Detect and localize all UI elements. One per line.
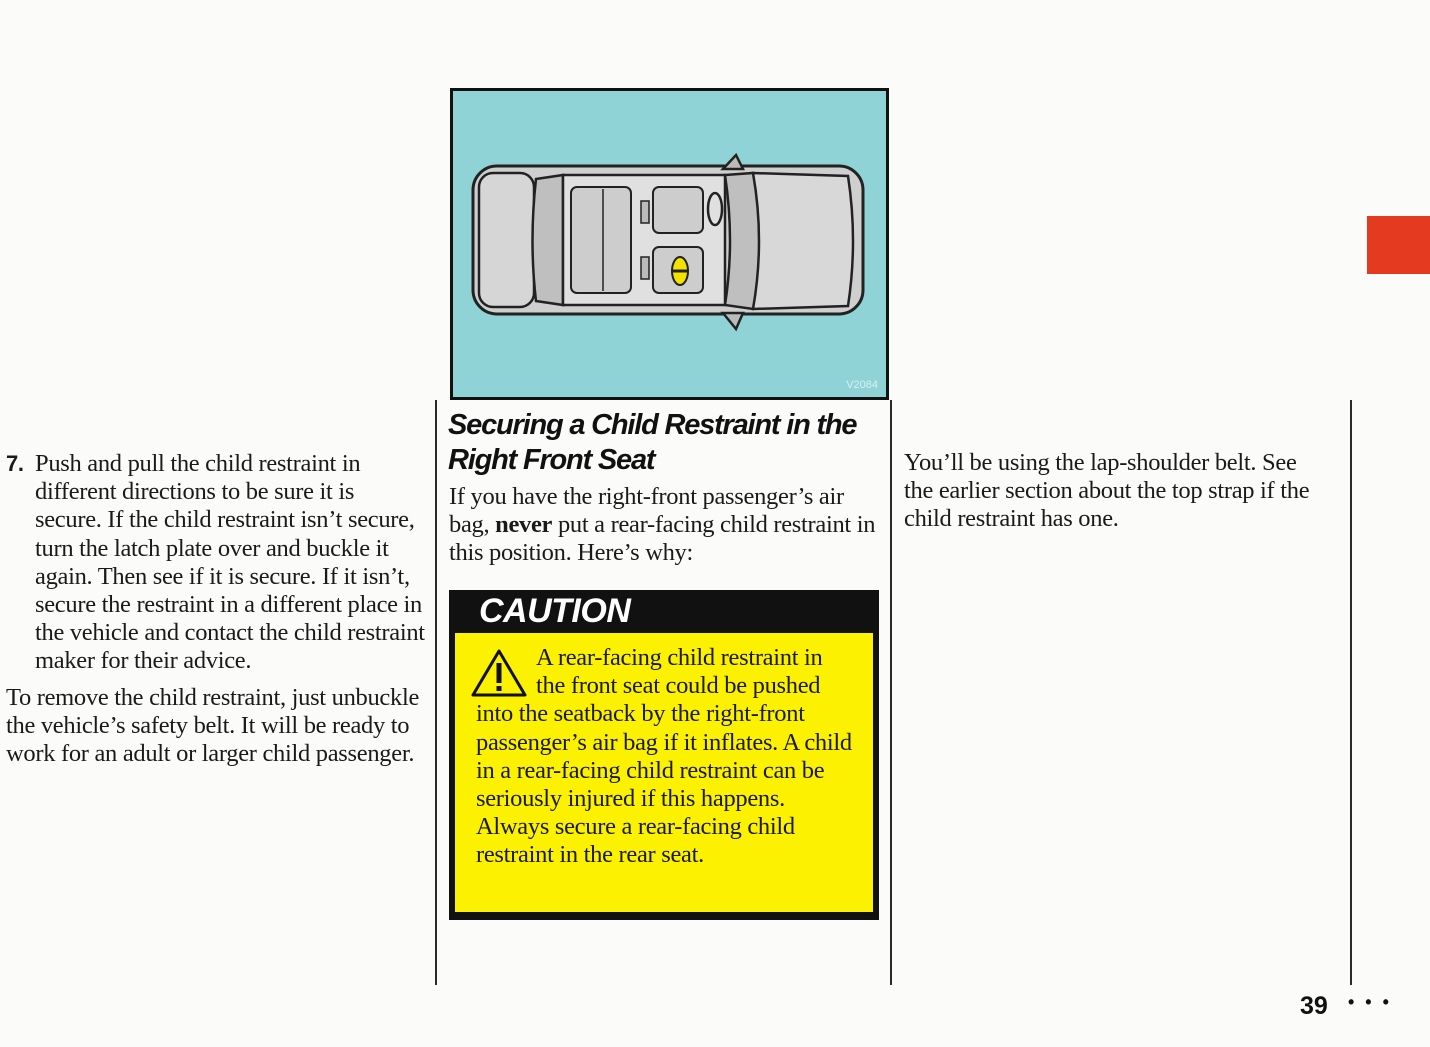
step-7-item	[6, 450, 426, 676]
warning-triangle-icon	[470, 648, 528, 698]
car-top-view-illustration	[450, 88, 889, 400]
intro-text-end: put a rear-facing child restraint in this position. Here’s why:	[449, 511, 876, 567]
caution-panel	[455, 633, 873, 912]
page-number-dots: • • •	[1348, 992, 1392, 1012]
column-divider-middle	[890, 400, 892, 985]
remove-restraint-paragraph: To remove the child restraint, just unbuckle the vehicle’s safety belt. It will be ready to work for an adult or larger child passenger.	[6, 683, 420, 768]
illustration-code: V2084	[846, 379, 878, 391]
intro-text-start: If you have the right-front passenger’s air bag,	[449, 483, 844, 539]
caution-text: A rear-facing child restraint in the front seat could be pushed into the seatback by the right-front passenger’s air bag if it inflates. A child in a rear-facing child restraint can be seriously injured if this happens. Always secure a rear-facing child restraint in the rear seat.	[476, 644, 852, 869]
column-divider-right	[1350, 400, 1352, 985]
page-number: 39	[1300, 992, 1328, 1020]
column-divider-left	[435, 400, 437, 985]
section-tab-marker	[1367, 216, 1430, 274]
step-number: 7.	[6, 451, 24, 476]
section-heading: Securing a Child Restraint in the Right Front Seat	[448, 409, 857, 476]
caution-box	[449, 590, 879, 920]
intro-text-emphasis: never	[495, 511, 553, 539]
caution-title: CAUTION	[479, 592, 631, 630]
right-column-paragraph: You’ll be using the lap-shoulder belt. See the earlier section about the top strap if the child restraint has one.	[904, 449, 1310, 533]
step-7-text: Push and pull the child restraint in different directions to be sure it is secure. If the child restraint isn’t secure, turn the latch plate over and buckle it again. Then see if it is secure. If it isn’t, secure the restraint in a different place in the vehicle and contact the child restraint maker for their advice.	[35, 450, 425, 675]
intro-paragraph	[449, 483, 879, 568]
left-column	[6, 450, 426, 768]
car-top-view-drawing	[453, 91, 886, 397]
